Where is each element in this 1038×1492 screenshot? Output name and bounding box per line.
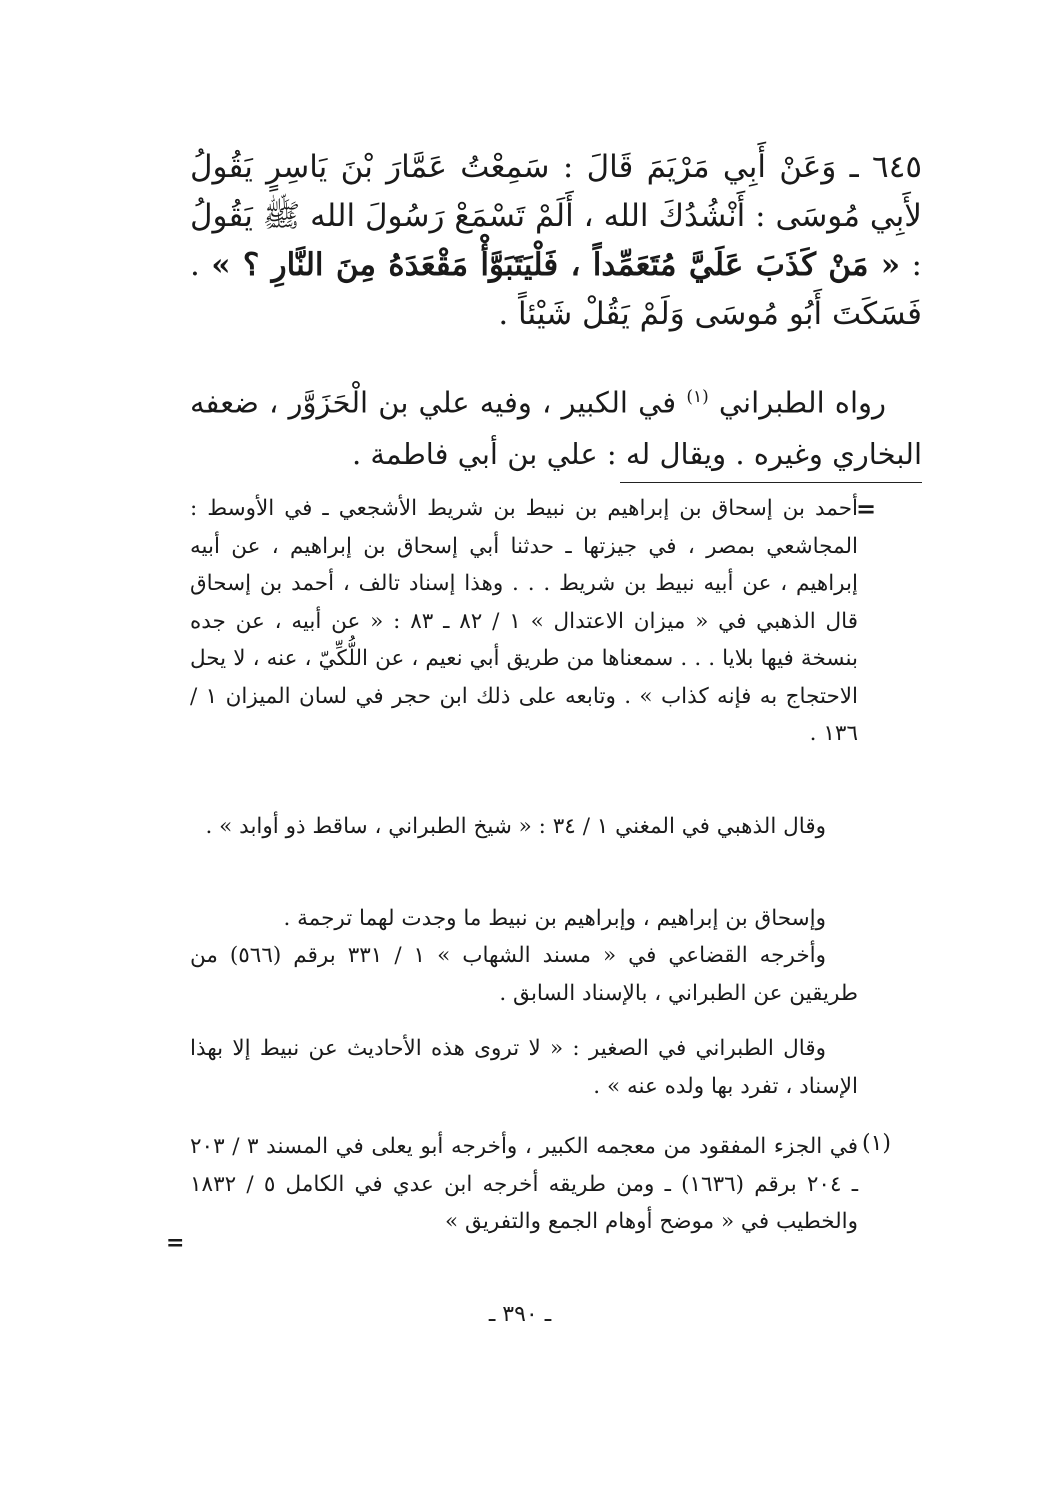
footnote-paragraph-2: وقال الذهبي في المغني ١ / ٣٤ : « شيخ الطبراني ، ساقط ذو أوابد » .	[205, 814, 826, 839]
page-number: ـ ٣٩٠ ـ	[488, 1302, 552, 1327]
footnote-paragraph-5: وقال الطبراني في الصغير : « لا تروى هذه الأحاديث عن نبيط إلا بهذا الإسناد ، تفرد بها ولده عنه » .	[190, 1036, 858, 1099]
hadith-number: ٦٤٥ ـ	[849, 149, 922, 185]
footnote-1-text: في الجزء المفقود من معجمه الكبير ، وأخرجه أبو يعلى في المسند ٣ / ٢٠٣ ـ ٢٠٤ برقم (١٦٣٦) ـ ومن طريقه أخرجه ابن عدي في الكامل ٥ / ١٨٣٢ والخطيب في « موضح أوهام الجمع والتفريق »	[190, 1134, 858, 1234]
source-before-ref: رواه الطبراني	[718, 385, 887, 420]
footnote-paragraph-3: وإسحاق بن إبراهيم ، وإبراهيم بن نبيط ما وجدت لهما ترجمة .	[283, 906, 826, 931]
hadith-closing: . فَسَكَتَ أَبُو مُوسَى وَلَمْ يَقُلْ شَيْئاً .	[190, 247, 922, 332]
source-attribution	[190, 372, 922, 480]
source-after-ref: في الكبير ، وفيه علي بن الْحَزَوَّر ، ضعفه البخاري وغيره . ويقال له : علي بن أبي فاطمة .	[190, 385, 922, 471]
continued-mark: =	[166, 1230, 185, 1256]
continuation-mark: =	[856, 494, 877, 523]
footnote-reference: (١)	[686, 387, 709, 407]
prophetic-quote: « مَنْ كَذَبَ عَلَيَّ مُتَعَمِّداً ، فَلْيَتَبَوَّأْ مَقْعَدَهُ مِنَ النَّارِ ؟ »	[211, 247, 901, 283]
footnote-1-number: (١)	[862, 1131, 892, 1156]
hadith-opening: وَعَنْ أَبِي مَرْيَمَ قَالَ : سَمِعْتُ عَمَّارَ بْنَ يَاسِرٍ يَقُولُ لأَبِي مُوسَى : أَنْشُدُكَ الله ، أَلَمْ تَسْمَعْ رَسُولَ الله ﷺ يَقُولُ :	[190, 149, 922, 283]
hadith-text	[190, 143, 922, 339]
footnote-paragraph-4: وأخرجه القضاعي في « مسند الشهاب » ١ / ٣٣١ برقم (٥٦٦) من طريقين عن الطبراني ، بالإسناد السابق .	[190, 943, 858, 1006]
footnote-divider	[620, 482, 922, 483]
footnote-paragraph-1: أحمد بن إسحاق بن إبراهيم بن نبيط بن شريط الأشجعي ـ في الأوسط : المجاشعي بمصر ، في جيزتها ـ حدثنا أبي إسحاق بن إبراهيم ، عن أبيه إبراهيم ، عن أبيه نبيط بن شريط . . . وهذا إسناد تالف ، أحمد بن إسحاق قال الذهبي في « ميزان الاعتدال » ١ / ٨٢ ـ ٨٣ : « عن أبيه ، عن جده بنسخة فيها بلايا . . . سمعناها من طريق أبي نعيم ، عن اللُّكِّيّ ، عنه ، لا يحل الاحتجاج به فإنه كذاب » . وتابعه على ذلك ابن حجر في لسان الميزان ١ / ١٣٦ .	[190, 496, 858, 746]
